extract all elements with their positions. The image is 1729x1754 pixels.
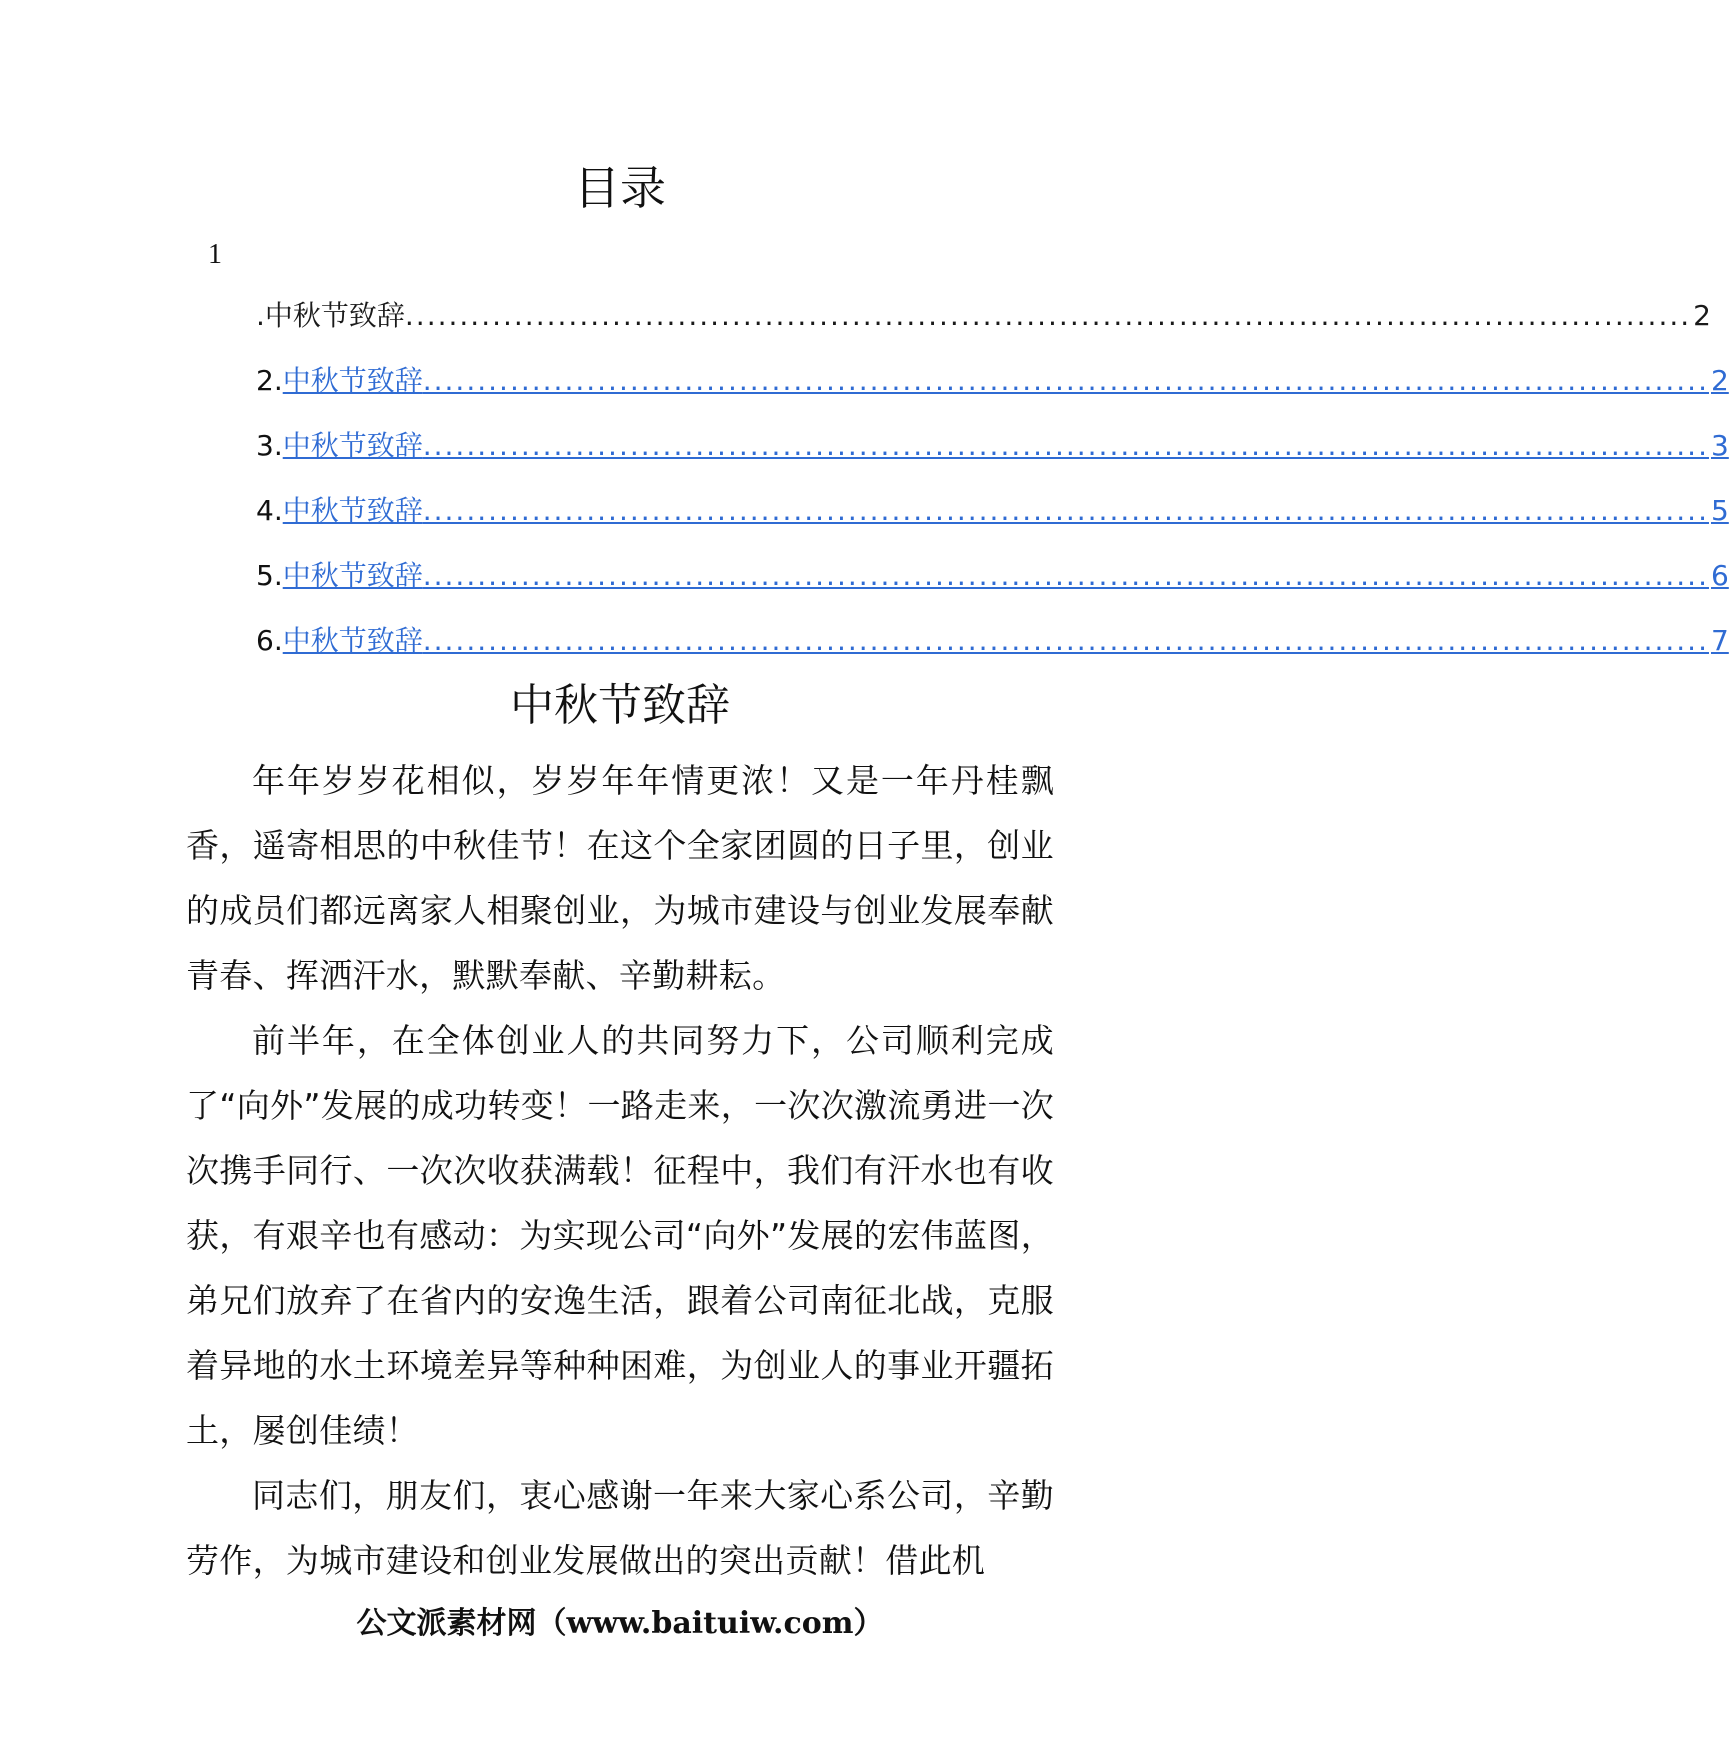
toc-entry-label: 中秋节致辞 [282, 559, 423, 592]
toc-entry-4[interactable] [256, 493, 1729, 558]
toc-entry-label: 中秋节致辞 [282, 364, 423, 397]
toc-title: 目录 [574, 161, 666, 215]
toc-entry-link[interactable] [256, 298, 1711, 334]
toc-entry-link[interactable] [282, 558, 1729, 594]
toc-entry-link[interactable] [282, 623, 1729, 659]
toc-entry-label: .中秋节致辞 [256, 299, 405, 332]
toc-entry-page: 3 [1710, 429, 1729, 462]
toc-entry-2[interactable] [256, 363, 1729, 428]
toc-entry-leader-dots: ...................................................................................................................... [422, 624, 1709, 657]
toc-entry-page: 5 [1710, 494, 1729, 527]
toc-entry-label: 中秋节致辞 [282, 494, 423, 527]
article-paragraph-3: 同志们，朋友们，衷心感谢一年来大家心系公司，辛勤劳作，为城市建设和创业发展做出的突出贡献！借此机 [186, 1476, 1054, 1580]
toc-entry-label: 中秋节致辞 [282, 429, 423, 462]
toc-entry-number: 3. [256, 429, 283, 462]
toc-entry-link[interactable] [282, 493, 1729, 529]
article-paragraph-1: 年年岁岁花相似，岁岁年年情更浓！又是一年丹桂飘香，遥寄相思的中秋佳节！在这个全家团圆的日子里，创业的成员们都远离家人相聚创业，为城市建设与创业发展奉献青春、挥洒汗水，默默奉献、辛勤耕耘。 [186, 761, 1054, 995]
toc-entry-3[interactable] [256, 428, 1729, 493]
toc-entry-label: 中秋节致辞 [282, 624, 423, 657]
toc-entry-page: 2 [1710, 364, 1729, 397]
toc-entry-number: 2. [256, 364, 283, 397]
toc-entry-number: 5. [256, 559, 283, 592]
toc-entry-page: 7 [1710, 624, 1729, 657]
toc-entry-leader-dots: ...................................................................................................................... [422, 429, 1709, 462]
toc-entry-5[interactable] [256, 558, 1729, 623]
toc-entry-link[interactable] [282, 363, 1729, 399]
toc-entry-link[interactable] [282, 428, 1729, 464]
toc-entry-page: 2 [1693, 299, 1711, 332]
toc-entry-page: 6 [1710, 559, 1729, 592]
toc-entry-leader-dots: ...................................................................................................................... [404, 299, 1692, 332]
toc-stray-number: 1 [208, 239, 222, 270]
toc-entry-1[interactable] [256, 298, 1711, 363]
toc-list [256, 298, 1729, 688]
toc-entry-leader-dots: ...................................................................................................................... [422, 559, 1709, 592]
article-title: 中秋节致辞 [510, 680, 730, 731]
toc-entry-number: 6. [256, 624, 283, 657]
toc-entry-leader-dots: ...................................................................................................................... [422, 494, 1709, 527]
toc-entry-number: 4. [256, 494, 283, 527]
article-paragraph-2: 前半年，在全体创业人的共同努力下，公司顺利完成了“向外”发展的成功转变！一路走来，一次次激流勇进一次次携手同行、一次次收获满载！征程中，我们有汗水也有收获，有艰辛也有感动：为实现公司“向外”发展的宏伟蓝图，弟兄们放弃了在省内的安逸生活，跟着公司南征北战，克服着异地的水土环境差异等种种困难，为创业人的事业开疆拓土，屡创佳绩！ [186, 1021, 1054, 1450]
toc-entry-leader-dots: ...................................................................................................................... [422, 364, 1709, 397]
article-body [186, 748, 1054, 1593]
footer-watermark: 公文派素材网（www.baituiw.com） [356, 1606, 884, 1641]
